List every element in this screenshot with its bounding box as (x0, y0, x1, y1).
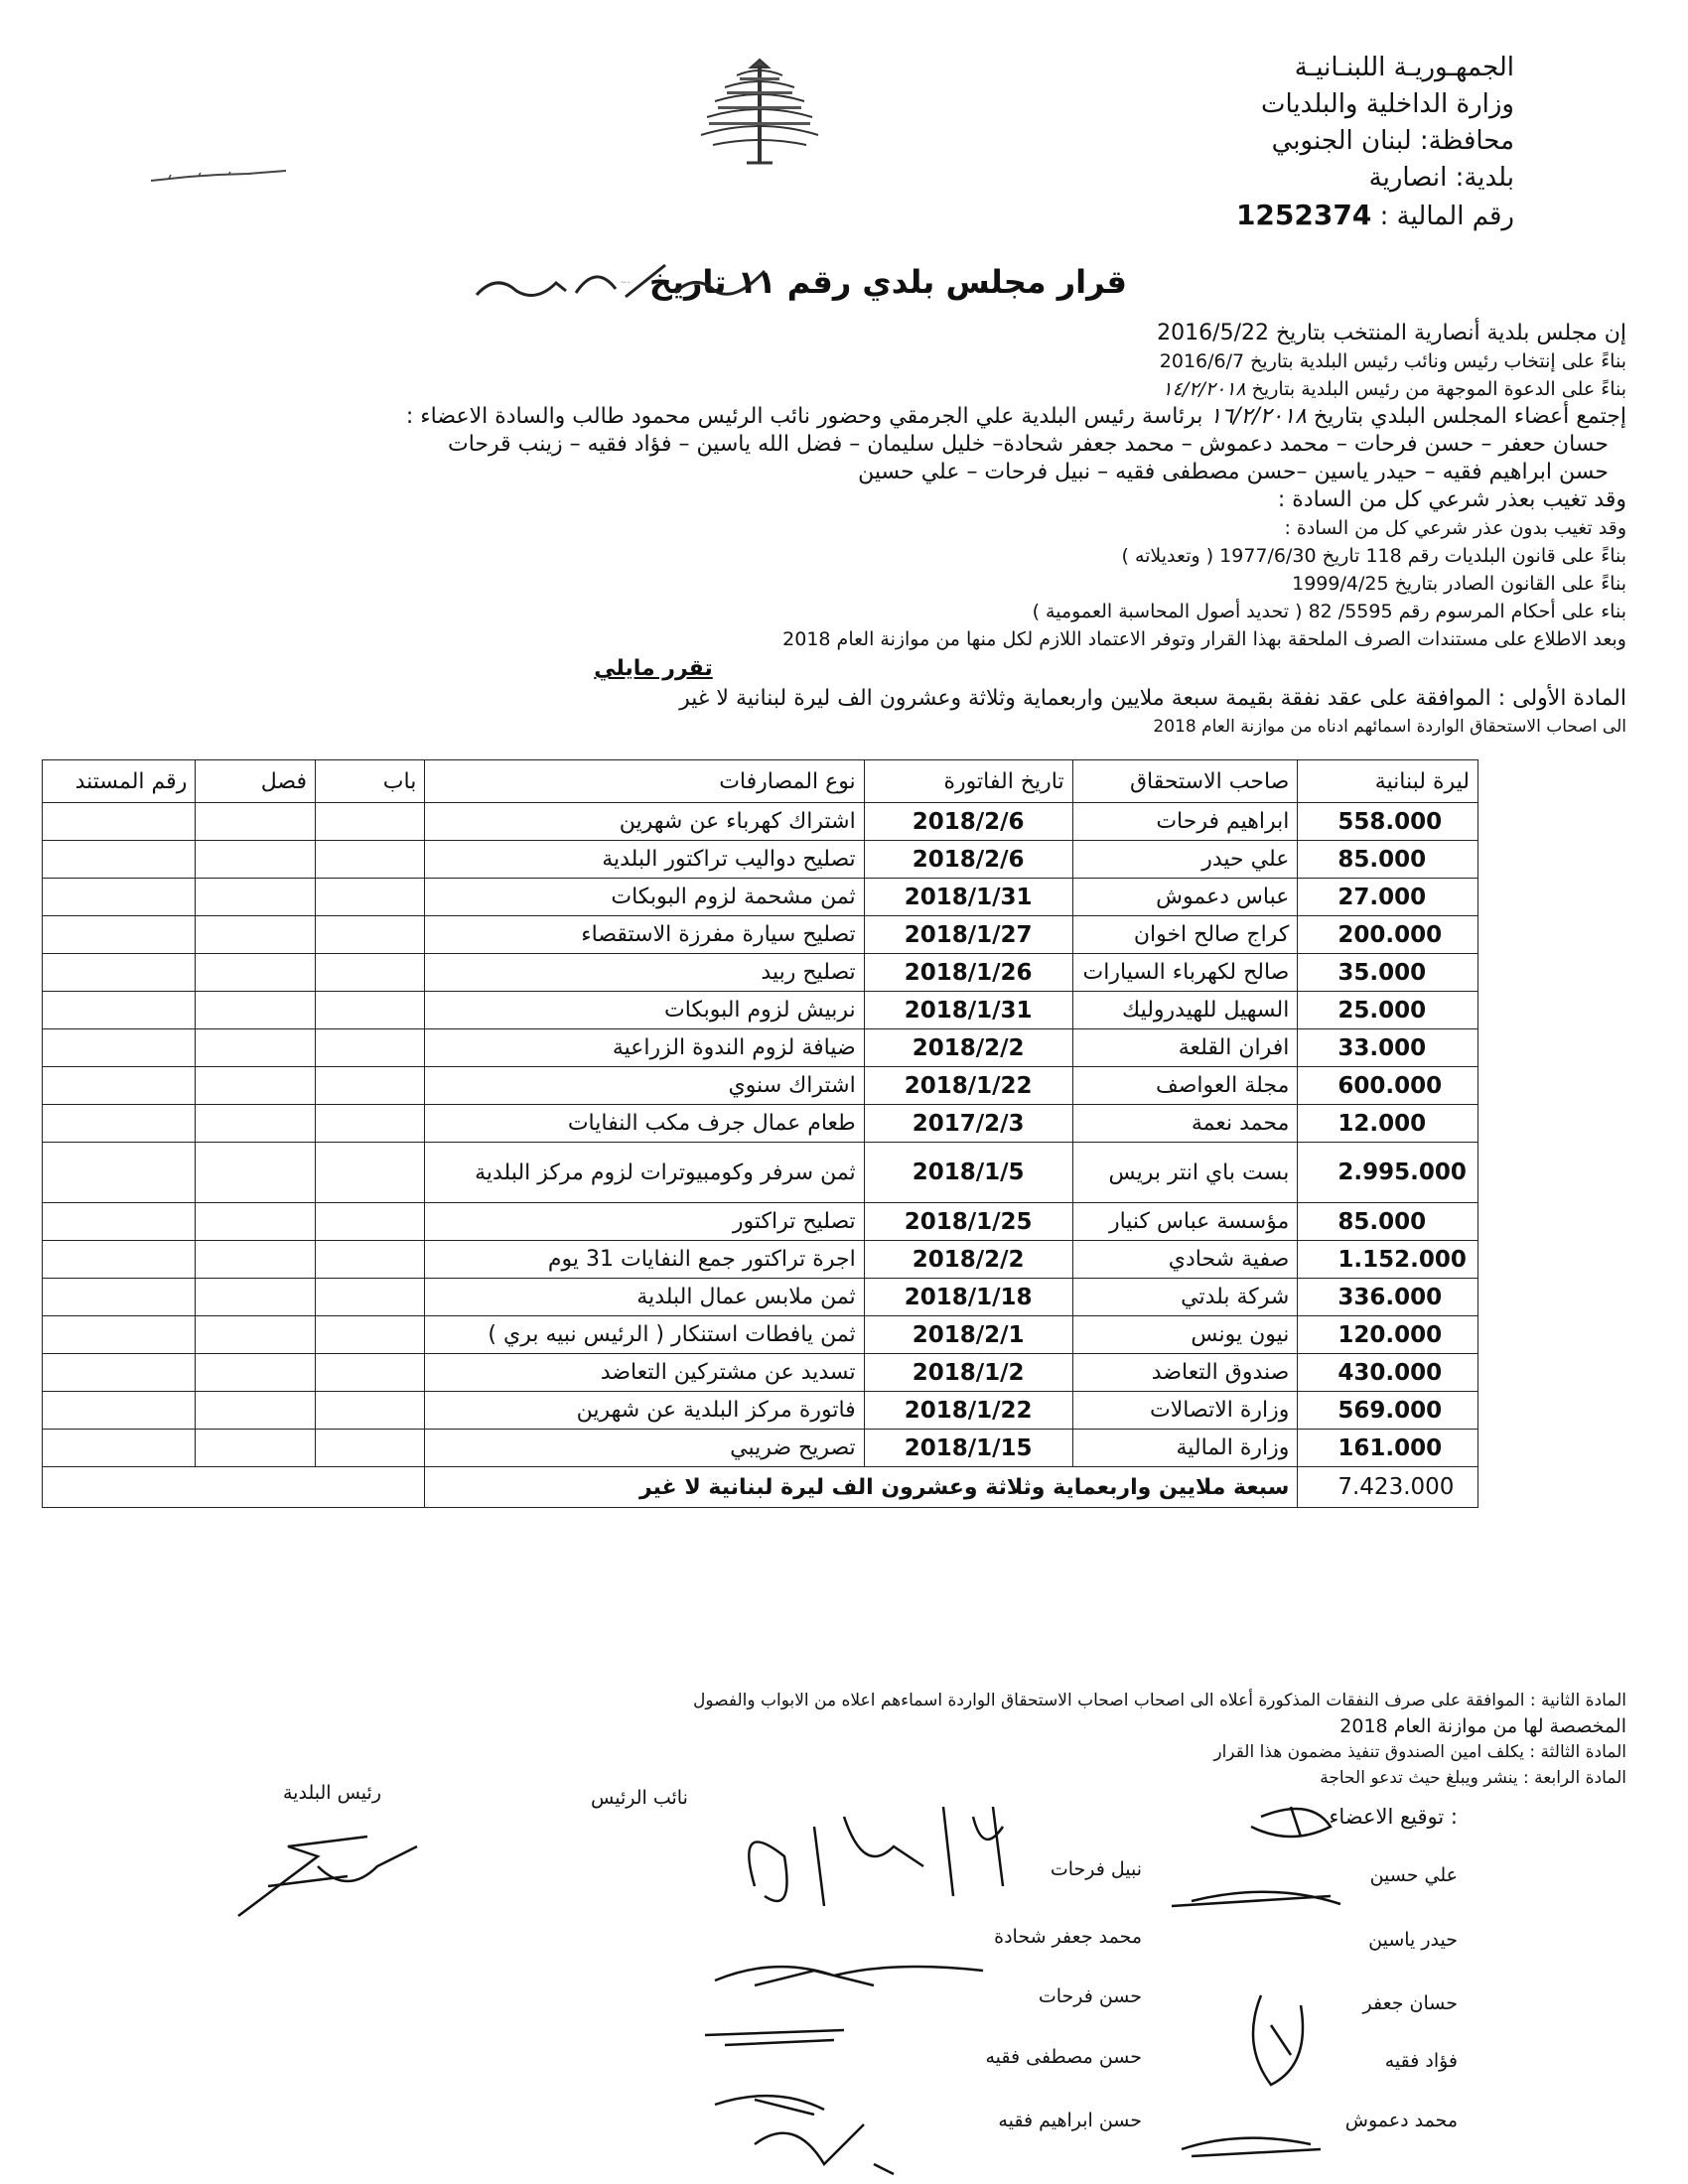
decision-outro (137, 1688, 1626, 1791)
invoice-date-cell: 2018/1/22 (864, 1067, 1072, 1105)
document-no-cell (43, 1279, 196, 1316)
chapter-cell (315, 1430, 424, 1467)
document-no-cell (43, 803, 196, 841)
expense-type-cell: تصليح دواليب تراكتور البلدية (425, 841, 864, 879)
decision-intro (38, 320, 1626, 741)
total-empty-cell (43, 1467, 425, 1508)
review-line: وبعد الاطلاع على مستندات الصرف الملحقة بهذا القرار وتوفر الاعتماد اللازم لكل منها من موازنة العام 2018 (782, 628, 1626, 650)
amount-cell: 120.000 (1298, 1316, 1478, 1354)
amount-cell: 161.000 (1298, 1430, 1478, 1467)
col-section: فصل (196, 760, 316, 803)
beneficiary-cell: مؤسسة عباس كنيار (1072, 1203, 1298, 1241)
chapter-cell (315, 1316, 424, 1354)
article-4: المادة الرابعة : ينشر ويبلغ حيث تدعو الحاجة (1320, 1768, 1626, 1788)
invoice-date-cell: 2018/2/6 (864, 841, 1072, 879)
members-signatures-title: توقيع الاعضاء : (1329, 1805, 1458, 1829)
expense-type-cell: فاتورة مركز البلدية عن شهرين (425, 1392, 864, 1430)
chapter-cell (315, 1354, 424, 1392)
chapter-cell (315, 841, 424, 879)
invoice-date-cell: 2018/2/6 (864, 803, 1072, 841)
intro-line-3-hand: ١٤/٢/٢٠١٨ (1162, 378, 1246, 400)
absent-excused: وقد تغيب بعذر شرعي كل من السادة : (1277, 487, 1626, 512)
amount-cell: 600.000 (1298, 1067, 1478, 1105)
law-1: بناءً على قانون البلديات رقم 118 تاريخ 1977/6/30 ( وتعديلاته ) (1121, 545, 1626, 567)
law-3: بناء على أحكام المرسوم رقم 5595/ 82 ( تحديد أصول المحاسبة العمومية ) (1032, 601, 1626, 622)
invoice-date-cell: 2017/2/3 (864, 1105, 1072, 1143)
section-cell (196, 1105, 316, 1143)
signer-middle-3: حسن فرحات (1038, 1985, 1142, 2007)
table-row (43, 1279, 1478, 1316)
beneficiary-cell: افران القلعة (1072, 1029, 1298, 1067)
intro-line-4-a: إجتمع أعضاء المجلس البلدي بتاريخ (1313, 404, 1626, 429)
section-cell (196, 1067, 316, 1105)
beneficiary-cell: صندوق التعاضد (1072, 1354, 1298, 1392)
cedar-emblem-icon (685, 52, 834, 171)
table-row (43, 1203, 1478, 1241)
total-amount-cell: 7.423.000 (1298, 1467, 1478, 1508)
section-cell (196, 954, 316, 992)
beneficiary-cell: نيون يونس (1072, 1316, 1298, 1354)
amount-cell: 336.000 (1298, 1279, 1478, 1316)
document-no-cell (43, 916, 196, 954)
article-3: المادة الثالثة : يكلف امين الصندوق تنفيذ مضمون هذا القرار (1213, 1742, 1626, 1762)
amount-cell: 33.000 (1298, 1029, 1478, 1067)
expense-type-cell: تصليح سيارة مفرزة الاستقصاء (425, 916, 864, 954)
table-row (43, 1143, 1478, 1203)
signer-right-2: حيدر ياسين (1368, 1929, 1458, 1951)
expense-type-cell: تسديد عن مشتركين التعاضد (425, 1354, 864, 1392)
amount-cell: 35.000 (1298, 954, 1478, 992)
table-row (43, 1105, 1478, 1143)
section-cell (196, 1279, 316, 1316)
table-row (43, 1067, 1478, 1105)
section-cell (196, 1203, 316, 1241)
letterhead (958, 50, 1514, 235)
amount-cell: 200.000 (1298, 916, 1478, 954)
expense-type-cell: ثمن سرفر وكومبيوترات لزوم مركز البلدية (425, 1143, 864, 1203)
signer-right-4: فؤاد فقيه (1384, 2050, 1458, 2072)
member-signatures-icon (0, 1787, 1688, 2184)
document-no-cell (43, 992, 196, 1029)
document-no-cell (43, 1430, 196, 1467)
invoice-date-cell: 2018/1/25 (864, 1203, 1072, 1241)
table-row (43, 1316, 1478, 1354)
table-total-row (43, 1467, 1478, 1508)
table-header-row (43, 760, 1478, 803)
section-cell (196, 1392, 316, 1430)
beneficiary-cell: كراج صالح اخوان (1072, 916, 1298, 954)
beneficiary-cell: عباس دعموش (1072, 879, 1298, 916)
beneficiary-cell: بست باي انتر بريس (1072, 1143, 1298, 1203)
table-row (43, 1430, 1478, 1467)
table-row (43, 1354, 1478, 1392)
present-members-2: حسن ابراهيم فقيه – حيدر ياسين –حسن مصطفى فقيه – نبيل فرحات – علي حسين (858, 460, 1609, 484)
signer-middle-1: نبيل فرحات (1050, 1858, 1142, 1880)
expense-type-cell: تصليح تراكتور (425, 1203, 864, 1241)
section-cell (196, 916, 316, 954)
chapter-cell (315, 954, 424, 992)
invoice-date-cell: 2018/1/18 (864, 1279, 1072, 1316)
amount-cell: 85.000 (1298, 1203, 1478, 1241)
finance-number: 1252374 (1235, 199, 1372, 231)
section-cell (196, 1316, 316, 1354)
signer-middle-2: محمد جعفر شحادة (994, 1926, 1142, 1948)
invoice-date-cell: 2018/1/2 (864, 1354, 1072, 1392)
expense-type-cell: نربيش لزوم البوبكات (425, 992, 864, 1029)
document-no-cell (43, 1029, 196, 1067)
total-words-cell: سبعة ملايين واربعماية وثلاثة وعشرون الف ليرة لبنانية لا غير (425, 1467, 1298, 1508)
document-no-cell (43, 1203, 196, 1241)
margin-scribble-icon (149, 167, 288, 187)
invoice-date-cell: 2018/1/5 (864, 1143, 1072, 1203)
law-2: بناءً على القانون الصادر بتاريخ 1999/4/25 (1292, 573, 1626, 595)
document-no-cell (43, 841, 196, 879)
intro-line-4 (38, 403, 1626, 431)
table-body (43, 803, 1478, 1508)
table-row (43, 916, 1478, 954)
document-no-cell (43, 1067, 196, 1105)
document-no-cell (43, 879, 196, 916)
expense-type-cell: اشتراك سنوي (425, 1067, 864, 1105)
col-chapter: باب (315, 760, 424, 803)
ministry-name: وزارة الداخلية والبلديات (1261, 89, 1514, 119)
beneficiary-cell: شركة بلدتي (1072, 1279, 1298, 1316)
beneficiary-cell: صفية شحادي (1072, 1241, 1298, 1279)
document-no-cell (43, 1105, 196, 1143)
col-beneficiary: صاحب الاستحقاق (1072, 760, 1298, 803)
beneficiary-cell: السهيل للهيدروليك (1072, 992, 1298, 1029)
section-cell (196, 1029, 316, 1067)
invoice-date-cell: 2018/1/31 (864, 992, 1072, 1029)
finance-number-label: رقم المالية : (1379, 202, 1514, 231)
section-cell (196, 1354, 316, 1392)
signer-right-1: علي حسين (1369, 1864, 1458, 1886)
chapter-cell (315, 1392, 424, 1430)
invoice-date-cell: 2018/1/22 (864, 1392, 1072, 1430)
section-cell (196, 841, 316, 879)
absent-unexcused: وقد تغيب بدون عذر شرعي كل من السادة : (1284, 517, 1626, 539)
intro-line-3 (38, 375, 1626, 403)
chapter-cell (315, 992, 424, 1029)
vice-president-label: نائب الرئيس (591, 1787, 688, 1809)
municipality-name: بلدية: انصارية (1368, 163, 1514, 193)
table-row (43, 954, 1478, 992)
document-no-cell (43, 1241, 196, 1279)
chapter-cell (315, 1279, 424, 1316)
section-cell (196, 1430, 316, 1467)
amount-cell: 27.000 (1298, 879, 1478, 916)
beneficiary-cell: وزارة الاتصالات (1072, 1392, 1298, 1430)
col-amount: ليرة لبنانية (1298, 760, 1478, 803)
expense-type-cell: اجرة تراكتور جمع النفايات 31 يوم (425, 1241, 864, 1279)
section-cell (196, 879, 316, 916)
document-no-cell (43, 1354, 196, 1392)
expense-type-cell: ثمن يافطات استنكار ( الرئيس نبيه بري ) (425, 1316, 864, 1354)
invoice-date-cell: 2018/1/27 (864, 916, 1072, 954)
expense-type-cell: تصليح ربيد (425, 954, 864, 992)
document-no-cell (43, 1392, 196, 1430)
chapter-cell (315, 803, 424, 841)
handwritten-title-date-text: ١٦/٢/٢٠١٨ (621, 282, 630, 284)
expense-type-cell: ثمن مشحمة لزوم البوبكات (425, 879, 864, 916)
amount-cell: 569.000 (1298, 1392, 1478, 1430)
signer-right-5: محمد دعموش (1344, 2110, 1458, 2131)
decides-heading: تقرر مايلي (594, 656, 713, 681)
document-no-cell (43, 1143, 196, 1203)
beneficiary-cell: علي حيدر (1072, 841, 1298, 879)
invoice-date-cell: 2018/2/1 (864, 1316, 1072, 1354)
expense-type-cell: تصريح ضريبي (425, 1430, 864, 1467)
col-invoice-date: تاريخ الفاتورة (864, 760, 1072, 803)
amount-cell: 25.000 (1298, 992, 1478, 1029)
table-row (43, 1392, 1478, 1430)
col-expense-type: نوع المصارفات (425, 760, 864, 803)
president-label: رئيس البلدية (283, 1782, 381, 1804)
article-2-cont: المخصصة لها من موازنة العام 2018 (1339, 1715, 1626, 1737)
beneficiary-cell: وزارة المالية (1072, 1430, 1298, 1467)
table-row (43, 803, 1478, 841)
signer-middle-4: حسن مصطفى فقيه (985, 2046, 1142, 2068)
chapter-cell (315, 1067, 424, 1105)
expenses-table (42, 759, 1478, 1508)
governorate-name: محافظة: لبنان الجنوبي (1271, 126, 1514, 156)
present-members-1: حسان حعفر – حسن فرحات – محمد دعموش – محمد جعفر شحادة– خليل سليمان – فضل الله ياسين – فؤاد فقيه – زينب قرحات (448, 432, 1609, 457)
table-row (43, 1241, 1478, 1279)
expense-type-cell: ثمن ملابس عمال البلدية (425, 1279, 864, 1316)
section-cell (196, 992, 316, 1029)
beneficiary-cell: محمد نعمة (1072, 1105, 1298, 1143)
table-row (43, 841, 1478, 879)
intro-line-2: بناءً على إنتخاب رئيس ونائب رئيس البلدية بتاريخ 2016/6/7 (1159, 350, 1626, 372)
intro-line-1: إن مجلس بلدية أنصارية المنتخب بتاريخ 2016/5/22 (1157, 321, 1626, 345)
amount-cell: 2.995.000 (1298, 1143, 1478, 1203)
chapter-cell (315, 879, 424, 916)
chapter-cell (315, 1143, 424, 1203)
invoice-date-cell: 2018/1/15 (864, 1430, 1072, 1467)
section-cell (196, 803, 316, 841)
amount-cell: 1.152.000 (1298, 1241, 1478, 1279)
invoice-date-cell: 2018/1/26 (864, 954, 1072, 992)
signer-middle-5: حسن ابراهيم فقيه (998, 2110, 1142, 2131)
chapter-cell (315, 1105, 424, 1143)
amount-cell: 85.000 (1298, 841, 1478, 879)
invoice-date-cell: 2018/2/2 (864, 1241, 1072, 1279)
republic-name: الجمهـوريـة اللبنـانيـة (1294, 53, 1514, 82)
chapter-cell (315, 1029, 424, 1067)
article-2: المادة الثانية : الموافقة على صرف النفقات المذكورة أعلاه الى اصحاب اصحاب الاستحقاق الواردة اسماءهم اعلاه من الابواب والفصول (693, 1691, 1626, 1710)
chapter-cell (315, 1241, 424, 1279)
table-row (43, 992, 1478, 1029)
handwritten-title-date (467, 253, 774, 313)
expense-type-cell: اشتراك كهرباء عن شهرين (425, 803, 864, 841)
expense-type-cell: ضيافة لزوم الندوة الزراعية (425, 1029, 864, 1067)
expense-type-cell: طعام عمال جرف مكب النفايات (425, 1105, 864, 1143)
beneficiary-cell: ابراهيم فرحات (1072, 803, 1298, 841)
section-cell (196, 1143, 316, 1203)
intro-line-3-text: بناءً على الدعوة الموجهة من رئيس البلدية بتاريخ (1251, 378, 1626, 400)
col-document-no: رقم المستند (43, 760, 196, 803)
signer-right-3: حسان جعفر (1362, 1992, 1458, 2014)
amount-cell: 12.000 (1298, 1105, 1478, 1143)
article-1-cont: الى اصحاب الاستحقاق الواردة اسمائهم ادناه من موازنة العام 2018 (1153, 717, 1626, 737)
decision-title: قرار مجلس بلدي رقم ١١ تاريخ (648, 263, 1127, 301)
chapter-cell (315, 1203, 424, 1241)
invoice-date-cell: 2018/2/2 (864, 1029, 1072, 1067)
section-cell (196, 1241, 316, 1279)
document-no-cell (43, 1316, 196, 1354)
finance-number-line (958, 197, 1514, 235)
amount-cell: 558.000 (1298, 803, 1478, 841)
intro-line-4-b: برئاسة رئيس البلدية علي الجرمقي وحضور نائب الرئيس محمود طالب والسادة الاعضاء : (405, 404, 1203, 429)
document-no-cell (43, 954, 196, 992)
invoice-date-cell: 2018/1/31 (864, 879, 1072, 916)
chapter-cell (315, 916, 424, 954)
beneficiary-cell: مجلة العواصف (1072, 1067, 1298, 1105)
beneficiary-cell: صالح لكهرباء السيارات (1072, 954, 1298, 992)
table-row (43, 879, 1478, 916)
table-row (43, 1029, 1478, 1067)
article-1: المادة الأولى : الموافقة على عقد نفقة بقيمة سبعة ملايين واربعماية وثلاثة وعشرون الف ليرة لبنانية لا غير (679, 686, 1626, 711)
intro-line-4-hand: ١٦/٢/٢٠١٨ (1209, 404, 1307, 429)
amount-cell: 430.000 (1298, 1354, 1478, 1392)
